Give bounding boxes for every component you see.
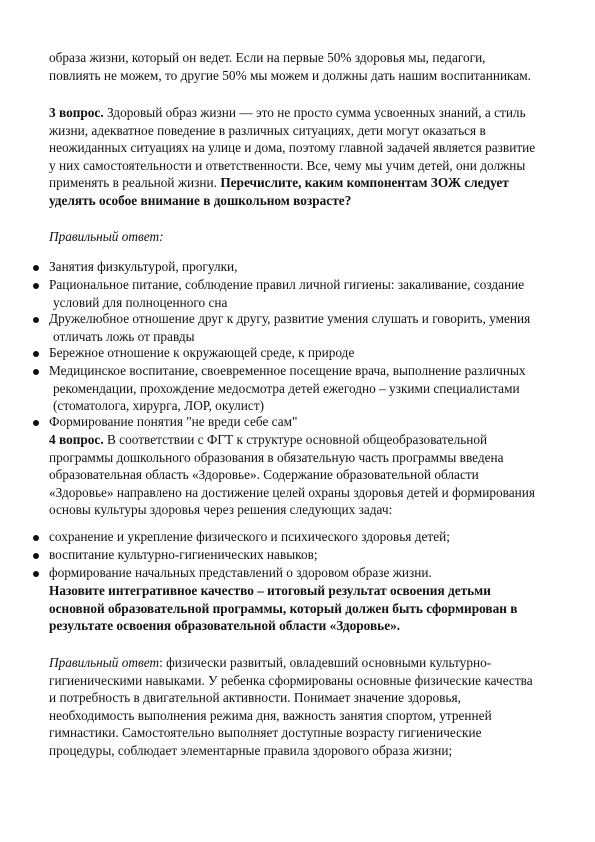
text-line: образовательная область «Здоровье». Содержание образовательной области xyxy=(49,467,479,483)
text-line: и потребность в двигательной активности. Понимает значение здоровья, xyxy=(49,690,461,706)
list-item: Медицинское воспитание, своевременное посещение врача, выполнение различных рекомендации, прохождение медосмотра детей ежегодно – узкими специалистами (стоматолога, хирурга, ЛОР, окулист) xyxy=(49,363,526,414)
list-item: сохранение и укрепление физического и психического здоровья детей; xyxy=(49,529,450,544)
bullet-icon xyxy=(33,351,39,357)
intro-paragraph xyxy=(49,49,569,84)
bullet-icon xyxy=(33,369,39,375)
answer-2-paragraph xyxy=(49,654,569,760)
bullet-icon xyxy=(33,420,39,426)
bullet-icon xyxy=(33,317,39,323)
text-line: у них самостоятельности и ответственности. Все, чему мы учим детей, они должны xyxy=(49,157,526,173)
bullet-icon xyxy=(33,553,39,559)
question-4-paragraph xyxy=(49,431,569,519)
question-3-prompt: Перечислите, каким компонентам ЗОЖ следует xyxy=(220,175,509,191)
question-4-label: 4 вопрос. xyxy=(49,432,104,447)
question-3-label: 3 вопрос. xyxy=(49,105,104,120)
text-line: гигиеническими навыками. У ребенка сформированы основные физические качества xyxy=(49,672,533,688)
list-item: формирование начальных представлений о здоровом образе жизни. xyxy=(49,565,432,580)
text-line: 3 вопрос. Здоровый образ жизни — это не просто сумма усвоенных знаний, а стиль xyxy=(49,105,526,120)
question-3-paragraph xyxy=(49,104,569,210)
list-item: Бережное отношение к окружающей среде, к природе xyxy=(49,345,355,360)
list-item: воспитание культурно-гигиенических навыков; xyxy=(49,547,318,562)
text-line: неожиданных ситуациях на улице и дома, поэтому главной задачей является развитие xyxy=(49,140,536,156)
text-line: образа жизни, который он ведет. Если на первые 50% здоровья мы, педагоги, xyxy=(49,50,486,65)
text-line: основы культуры здоровья через решения следующих задач: xyxy=(49,502,393,518)
text-line: жизни, адекватное поведение в различных ситуациях, дети могут оказаться в xyxy=(49,122,486,138)
question-4-prompt: Назовите интегративное качество – итоговый результат освоения детьми основной образовательной программы, который должен быть сформирован в результате освоения образовательной области «Здоровье». xyxy=(49,583,518,634)
text-line: необходимость выполнения режима дня, важность занятия спортом, утренней xyxy=(49,707,492,723)
text-line: гимнастики. Самостоятельно выполняет доступные возрасту гигиенические xyxy=(49,725,482,741)
answer-1-label: Правильный ответ: xyxy=(49,229,164,244)
list-item: Формирование понятия "не вреди себе сам" xyxy=(49,414,298,429)
bullet-icon xyxy=(33,535,39,541)
text-line xyxy=(49,192,569,210)
text-line: применять в реальной жизни. Перечислите, каким компонентам ЗОЖ следует xyxy=(49,175,509,191)
bullet-icon xyxy=(33,265,39,271)
bullet-icon xyxy=(33,571,39,577)
text-line: повлиять не можем, то другие 50% мы можем и должны дать нашим воспитанникам. xyxy=(49,67,531,83)
answer-2-label: Правильный ответ xyxy=(49,655,160,670)
question-3-prompt-cont: уделять особое внимание в дошкольном возрасте? xyxy=(49,192,352,208)
text-line: Правильный ответ: физически развитый, овладевший основными культурно- xyxy=(49,655,492,670)
list-item: Занятия физкультурой, прогулки, xyxy=(49,259,238,274)
list-item: Рациональное питание, соблюдение правил личной гигиены: закаливание, создание условий для полноценного сна xyxy=(49,277,525,310)
list-item: Дружелюбное отношение друг к другу, развитие умения слушать и говорить, умения отличать ложь от правды xyxy=(49,311,531,344)
text-line: процедуры, соблюдает элементарные правила здорового образа жизни; xyxy=(49,742,453,758)
text-line: 4 вопрос. В соответствии с ФГТ к структуре основной общеобразовательной xyxy=(49,432,488,447)
text-line: программы дошкольного образования в обязательную часть программы введена xyxy=(49,449,504,465)
bullet-icon xyxy=(33,283,39,289)
text-line: «Здоровье» направлено на достижение целей охраны здоровья детей и формирования xyxy=(49,484,535,500)
